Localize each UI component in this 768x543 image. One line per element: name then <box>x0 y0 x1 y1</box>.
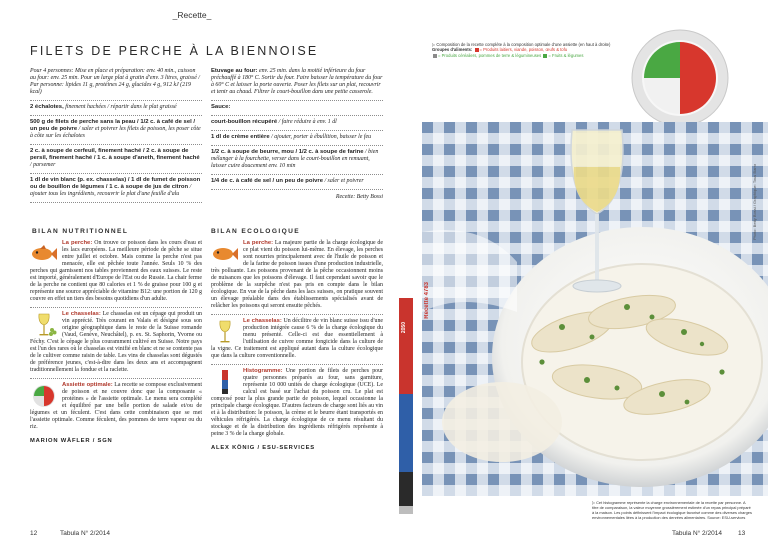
veg-swatch-icon <box>543 54 547 58</box>
nutrition-column <box>30 237 202 445</box>
page-title: FILETS DE PERCHE À LA BIENNOISE <box>30 44 319 58</box>
cereal-swatch-icon <box>433 54 437 58</box>
ecology-perch: La perche: La majeure partie de la charge écologique de ce plat vient du poisson lui-même. En élevage, les perches sont nourries principalement avec de l'huile de poisson et de la farine de poisson issues d'une production industrielle, très polluante. Les poissons provenant de la pêche occasionnent moins de nuisances que les poissons d'élevage. Il faut cependant savoir que le problème de la surpêche n'est pas pris en compte dans le bilan écologique. En vue de la pêche dans les lacs suisses, on pratique souvent un élevage préalable dans des établissements spécialisés avant de relâcher les poissons qui seront ensuite pêchés. <box>211 237 383 315</box>
nutrition-perch: La perche: On trouve ce poisson dans les cours d'eau et les lacs européens. La meilleure période de pêche se situe entre juillet et octobre. Mais comme la perche n'est pas menacée, elle est pêchée toute l'année. Seuls 10 % des perches qui garnissent nos tables proviennent des eaux suisses. Le reste est importé, généralement d'Europe de l'Est ou de Russie. La chair ferme de la perche ne contient que 80 calories et 1 % de graisse pour 100 g et représente une source appréciable de vitamine B12: une portion de 120 g couvre en effet un tiers des besoins quotidiens d'un adulte. <box>30 237 202 308</box>
ingredient-item: 2 échalotes, finement hachées / répartir dans le plat graissé <box>30 100 202 116</box>
plate-icon <box>30 383 58 409</box>
ecology-histogram: Histogramme: Une portion de filets de perches pour quatre personnes préparés au four, sans garniture, représente 10 000 unités de charge écologique (UCE). Le calcul est basé sur l'achat du poisson cru. Le plat est composé pour la plus grande partie de poisson, lequel occasionne la principale charge écologique. D'autres facteurs de charge sont liés au vin et à la distribution: le poisson, la crème et le beurre étant transportés en véhicules réfrigérés. La charge écologique de ce menu résultant du stockage et de la distribution des ingrédients réfrigérés représente à peine 3 % de la charge globale. <box>211 368 383 437</box>
play-icon: ▷ <box>592 500 595 505</box>
nutrition-chasselas: Le chasselas: Le chasselas est un cépage qui produit un vin apprécié. Très courant en Valais et désigné sous son origine géographique dans le reste de la Suisse romande (Vaud, Genève, Neuchâtel), p. ex. St. Saphorin, Yvorne ou Féchy. C'est le cépage le plus couramment cultivé en Suisse. Notre pays est l'un des rares où le chasselas est vinifié en blanc et ne se contente pas de le cultiver comme raisin de table. Les vins de chasselas sont dégustés de préférence jeunes, c'est-à-dire dans les deux ans et accompagnent traditionnellement la fondue et la raclette. <box>30 308 202 379</box>
ingredient-item: court-bouillon récupéré / faire réduire à env. 1 dl <box>211 116 383 131</box>
recipe-right-column <box>211 68 383 201</box>
nutrition-heading: BILAN NUTRITIONNEL <box>32 228 129 235</box>
ingredient-item: 1/2 c. à soupe de beurre, mou / 1/2 c. à soupe de farine / bien mélanger à la fourchette, verser dans le court-bouillon en remuant, laisser cuire doucement env. 10 min <box>211 146 383 175</box>
histogram-recipe-label: Recette 4783 <box>424 282 430 319</box>
legend-groups-label: Groupes d'aliments: <box>432 47 473 53</box>
sauce-label: Sauce: <box>211 100 383 116</box>
wine-glass-icon <box>211 319 239 345</box>
histogram-caption: ▷ Cet histogramme représente la charge environnementale de la recette par personne. A titre de comparaison, la valeur moyenne grossièrement estimée d'un repas principal préparé à la maison. Les points définissent l'impact écologique favorisé comme des diverses charges environnementales liées à la production des denrées alimentaires. Source: ESU-services <box>592 500 752 520</box>
recipe-intro: Pour 4 personnes: Mise en place et préparation: env. 40 min., cuisson au four: env. 25 min. Pour un large plat à gratin d'env. 3 litres, graissé / Par personne: lipides 11 g, protéines 24 g, glucides 4 g, 912 kJ (219 kcal) <box>30 68 200 95</box>
nutrition-optimal-plate: Assiette optimale: La recette se compose exclusivement de poisson et ne couvre donc que la composante « protéines » de l'assiette optimale. Le menu sera complété et équilibré par une belle portion de salade et/ou de légumes et un féculent. C'est dans cette combinaison que se met l'assiette optimale. Comme féculent, des pommes de terre vapeur ou du riz. <box>30 382 202 430</box>
ingredient-item: 500 g de filets de perche sans la peau / 1/2 c. à café de sel / un peu de poivre / saler et poivrer les filets de poisson, les poser côte à côte sur les échalotes <box>30 116 202 145</box>
photo-credit: Photo: Betty Bossi / Graphique: Tous Barro <box>752 163 757 240</box>
ecology-author: ALEX KÖNIG / ESU-SERVICES <box>211 445 315 451</box>
legend-line: Composition de la recette complète à la composition optimale d'une assiette (en haut à droite) <box>436 42 611 47</box>
nutrition-author: MARION WÄFLER / SGN <box>30 438 113 444</box>
recipe-credit: Recette: Betty Bossi <box>335 194 383 200</box>
publication-left: Tabula N° 2/2014 <box>60 530 110 537</box>
play-icon: ▷ <box>432 42 436 47</box>
ecology-column <box>211 237 383 452</box>
legend-group-1: = Produits laitiers, viande, poisson, œufs & tofu <box>479 47 568 53</box>
optimal-plate-icon <box>630 28 730 128</box>
dish-photo <box>422 122 768 496</box>
ecology-chasselas: Le chasselas: Un décilitre de vin blanc suisse issu d'une production intégrée cause 6 % de la charge écologique du menu présenté. Celle-ci est due essentiellement à l'utilisation de cuivre comme fongicide dans la culture de la vigne. Ce traitement est appliqué autant dans la culture écologique que dans la culture conventionnelle. <box>211 315 383 365</box>
wine-glass-icon <box>30 312 58 338</box>
fish-icon <box>211 241 239 267</box>
page-number-right: 13 <box>738 530 746 537</box>
histogram-icon <box>211 369 239 395</box>
fish-icon <box>30 241 58 267</box>
oven-step: Etuvage au four: env. 25 min. dans la moitié inférieure du four préchauffé à 180° C. Sortir du four. Faire baisser la température du four à 60° C et laisser la porte ouverte. Poser les filets sur un plat, recouvrir et tenir au chaud. Filtrer le court-bouillon dans une petite casserole. <box>211 68 383 95</box>
ingredient-item: 1 dl de crème entière / ajouter, porter à ébullition, baisser le feu <box>211 131 383 146</box>
ecology-heading: BILAN ECOLOGIQUE <box>211 228 301 235</box>
page-number-left: 12 <box>30 530 38 537</box>
ingredient-item: 1 dl de vin blanc (p. ex. chasselas) / 1 dl de fumet de poisson ou de bouillon de légumes / 1 c. à soupe de jus de citron / ajouter tous les ingrédients, recouvrir le plat d'une feuille d'alu <box>30 174 202 203</box>
legend-group-2: = Produits céréaliers, pommes de terre & légumineuses <box>438 52 542 58</box>
recipe-left-column <box>30 68 202 203</box>
section-label: _Recette_ <box>172 10 212 20</box>
legend-group-3: = Fruits & légumes <box>548 52 584 58</box>
ingredient-item: 1/4 de c. à café de sel / un peu de poivre / saler et poivrer <box>211 175 383 190</box>
publication-right: Tabula N° 2/2014 <box>672 530 722 537</box>
ingredient-item: 2 c. à soupe de cerfeuil, finement haché / 2 c. à soupe de persil, finement haché / 1 c. à soupe d'aneth, finement haché / parsemer <box>30 145 202 174</box>
histogram-value-label: 2050 <box>401 322 407 334</box>
plate-legend <box>432 42 632 58</box>
protein-swatch-icon <box>475 48 479 52</box>
